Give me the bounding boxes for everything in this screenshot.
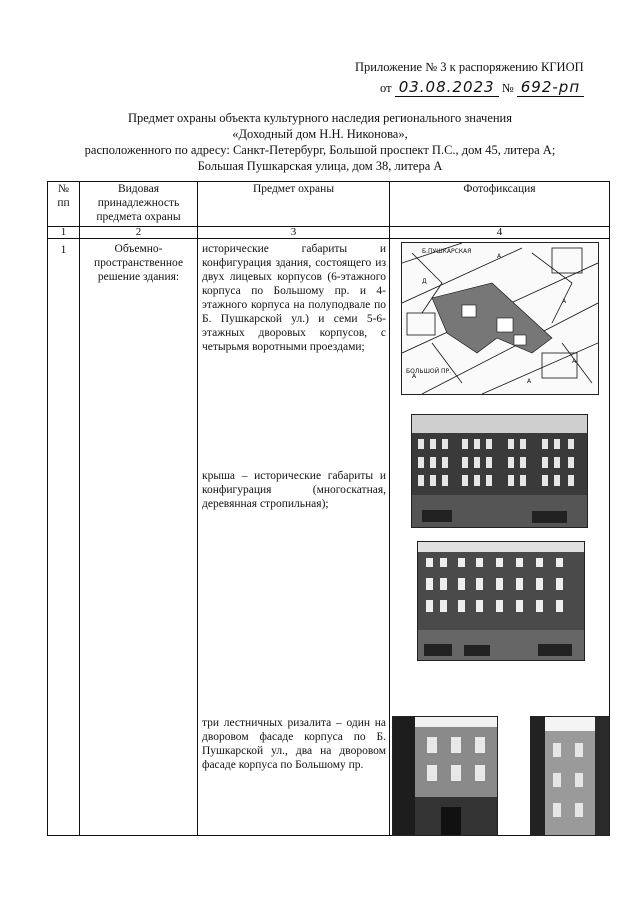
map-avenue-label: БОЛЬШОЙ ПР. <box>406 368 452 375</box>
col-number: 3 <box>198 227 390 239</box>
header-cell-subject: Предмет охраны <box>198 182 390 227</box>
date-prefix: от <box>380 81 392 95</box>
subject-item-3: три лестничных ризалита – один на дворовом фасаде корпуса по Б. Пушкарской ул., два на дворовом фасаде корпуса по Большому пр. <box>202 717 386 771</box>
appendix-label: Приложение № 3 к распоряжению КГИОП <box>355 60 584 74</box>
header-cell-kind: Видовая принадлежность предмета охраны <box>80 182 198 227</box>
row-kind: Объемно-пространственное решение здания: <box>80 239 198 836</box>
header-cell-photo: Фотофиксация <box>390 182 610 227</box>
row-photo-cell <box>390 239 610 836</box>
title-line-3: расположенного по адресу: Санкт-Петербург, Большой проспект П.С., дом 45, литера А; <box>84 143 556 157</box>
title-line-4: Большая Пушкарская улица, дом 38, литера А <box>197 159 443 173</box>
row-number: 1 <box>48 239 80 836</box>
facade-photo-main <box>411 414 588 528</box>
row-subject-cell <box>198 239 390 836</box>
svg-text:Д: Д <box>422 278 427 285</box>
col-number: 1 <box>48 227 80 239</box>
order-number: 692-рп <box>517 78 584 97</box>
order-date: 03.08.2023 <box>395 78 499 97</box>
title-line-1: Предмет охраны объекта культурного наследия регионального значения <box>127 111 512 125</box>
header-cell-num: № пп <box>48 182 80 227</box>
courtyard-photo-right <box>530 716 610 836</box>
order-date-line <box>380 78 584 96</box>
table-header-row <box>48 182 610 227</box>
svg-text:А: А <box>497 253 502 260</box>
courtyard-photo-left <box>392 716 498 836</box>
svg-text:А: А <box>412 373 417 380</box>
title-line-2: «Доходный дом Н.Н. Никонова», <box>232 127 408 141</box>
svg-text:А: А <box>572 358 577 365</box>
subject-item-1: исторические габариты и конфигурация здания, состоящего из двух лицевых корпусов (6-этажного корпуса по Большому пр. и 4-этажного корпуса на полуподвале по Б. Пушкарской ул.) и семи 5-6-этажных дворовых корпусов, с четырьмя воротными проездами; <box>202 243 386 353</box>
svg-text:А: А <box>527 378 532 385</box>
facade-photo-street <box>417 541 585 661</box>
col-number: 4 <box>390 227 610 239</box>
svg-text:А: А <box>562 298 567 305</box>
column-number-row <box>48 227 610 239</box>
protection-table <box>47 181 610 836</box>
site-plan-map <box>401 242 599 395</box>
map-street-label: Б.ПУШКАРСКАЯ <box>422 248 472 255</box>
number-prefix: № <box>501 81 514 95</box>
subject-item-2: крыша – исторические габариты и конфигурация (многоскатная, деревянная стропильная); <box>202 470 386 510</box>
col-number: 2 <box>80 227 198 239</box>
table-row <box>48 239 610 836</box>
